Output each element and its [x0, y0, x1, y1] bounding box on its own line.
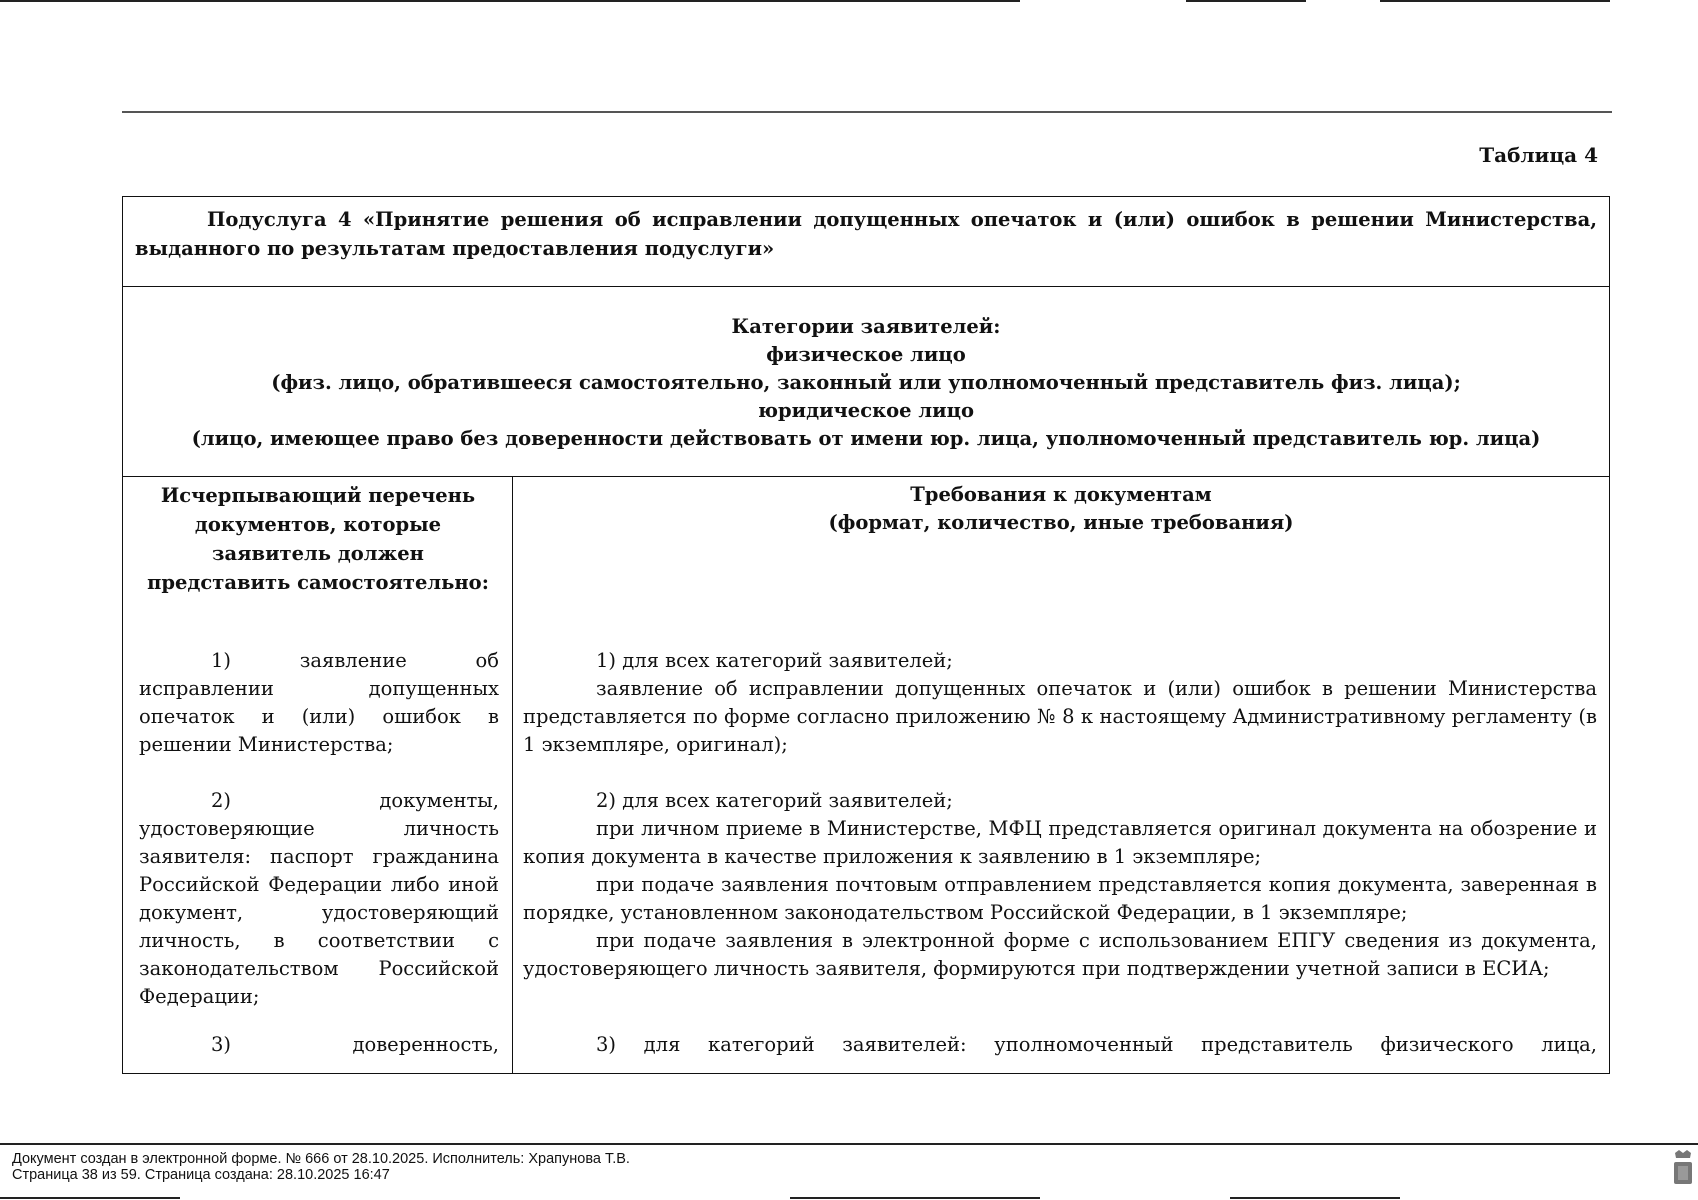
header-rule — [122, 111, 1612, 113]
category-individual-desc: (физ. лицо, обратившееся самостоятельно, законный или уполномоченный представитель физ. лица); — [271, 371, 1461, 394]
document-item-number: 2) — [211, 789, 232, 812]
scan-edge-line — [0, 0, 1020, 2]
category-individual: физическое лицо — [766, 343, 966, 366]
requirement-paragraph: 3) для категорий заявителей: уполномоченный представитель физического лица, — [596, 1033, 1597, 1056]
document-item-number: 1) — [211, 649, 232, 672]
requirements-column-header — [513, 481, 1609, 537]
requirements-header-subtitle: (формат, количество, иные требования) — [828, 511, 1294, 534]
document-item-text: доверенность, — [352, 1033, 499, 1056]
table-label: Таблица 4 — [1479, 143, 1598, 167]
categories-heading: Категории заявителей: — [731, 315, 1001, 338]
footer-rule — [0, 1143, 1698, 1145]
requirements-table — [122, 196, 1610, 1074]
requirement-block — [523, 787, 1597, 983]
requirement-paragraph: 1) для всех категорий заявителей; — [596, 649, 953, 672]
requirement-block — [523, 1031, 1597, 1059]
subservice-title: Подуслуга 4 «Принятие решения об исправлении допущенных опечаток и (или) ошибок в решении Министерства, выданного по результатам предоставления подуслуги» — [123, 197, 1609, 287]
requirement-paragraph: 2) для всех категорий заявителей; — [596, 789, 953, 812]
emblem-stamp-icon — [1672, 1150, 1694, 1186]
document-item — [139, 787, 499, 1011]
scan-edge-line — [790, 1197, 1040, 1199]
scan-edge-line — [1380, 0, 1610, 2]
scan-edge-line — [1230, 1197, 1400, 1199]
category-legal: юридическое лицо — [757, 399, 974, 422]
scan-edge-line — [0, 1197, 180, 1199]
requirement-paragraph: при подаче заявления почтовым отправлением представляется копия документа, заверенная в порядке, установленном законодательством Российской Федерации, в 1 экземпляре; — [523, 873, 1597, 924]
scan-edge-line — [1186, 0, 1306, 2]
document-item — [139, 647, 499, 759]
requirement-paragraph: заявление об исправлении допущенных опечаток и (или) ошибок в решении Министерства представляется по форме согласно приложению № 8 к настоящему Административному регламенту (в 1 экземпляре, оригинал); — [523, 677, 1597, 756]
document-item-text: заявление об исправлении допущенных опечаток и (или) ошибок в решении Министерства; — [139, 649, 499, 756]
documents-column-header: Исчерпывающий перечень документов, которые заявитель должен представить самостоятельно: — [147, 484, 489, 594]
document-footer — [12, 1151, 630, 1183]
footer-page-info: Страница 38 из 59. Страница создана: 28.10.2025 16:47 — [12, 1167, 390, 1183]
document-item-text: документы, удостоверяющие личность заявителя: паспорт гражданина Российской Федерации либо иной документ, удостоверяющий личность, в соответствии с законодательством Российской Федерации; — [139, 789, 499, 1008]
requirement-paragraph: при личном приеме в Министерстве, МФЦ представляется оригинал документа на обозрение и копия документа в качестве приложения к заявлению в 1 экземпляре; — [523, 817, 1597, 868]
applicant-categories — [123, 287, 1609, 477]
documents-column — [123, 477, 513, 1073]
requirements-column — [513, 477, 1609, 1073]
footer-creation-info: Документ создан в электронной форме. № 666 от 28.10.2025. Исполнитель: Храпунова Т.В. — [12, 1151, 630, 1167]
requirements-header-title: Требования к документам — [910, 483, 1212, 506]
requirement-paragraph: при подаче заявления в электронной форме с использованием ЕПГУ сведения из документа, удостоверяющего личность заявителя, формируются при подтверждении учетной записи в ЕСИА; — [523, 929, 1597, 980]
requirement-block — [523, 647, 1597, 759]
category-legal-desc: (лицо, имеющее право без доверенности действовать от имени юр. лица, уполномоченный представитель юр. лица) — [191, 427, 1541, 450]
document-item-number: 3) — [211, 1033, 232, 1056]
document-item — [139, 1031, 499, 1059]
